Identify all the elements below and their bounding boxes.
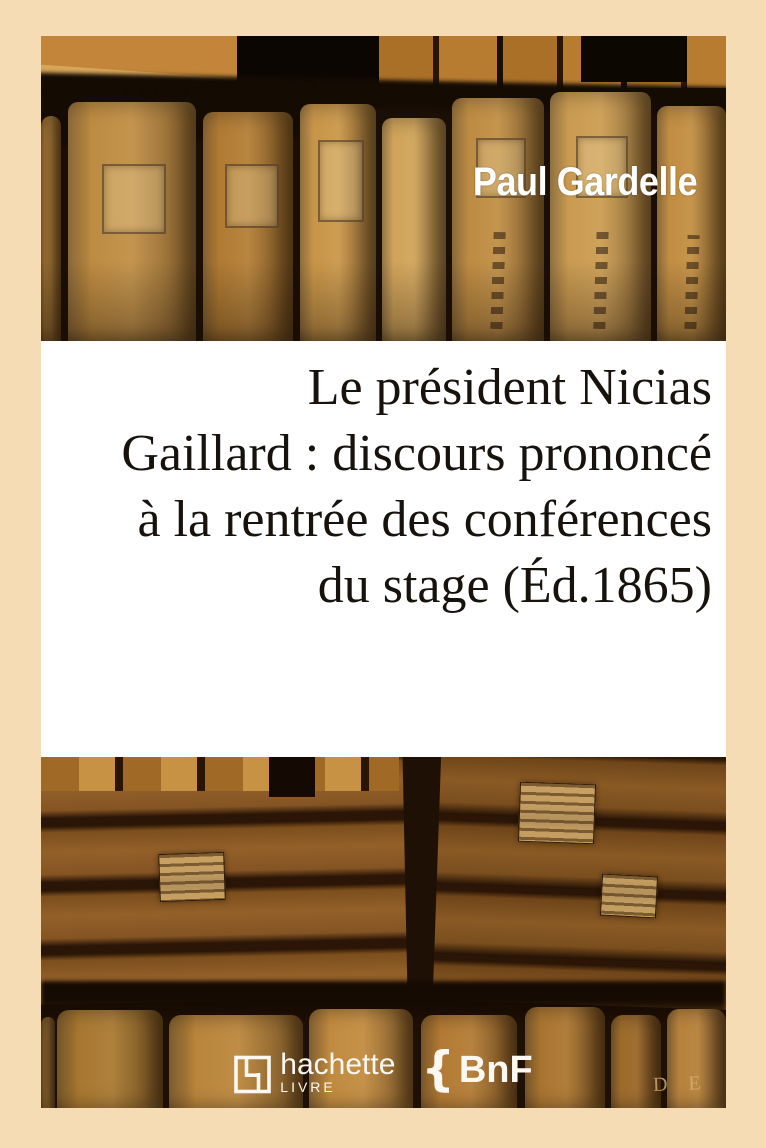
- book-spine: [550, 92, 651, 341]
- title-band: [41, 341, 726, 757]
- spine-script-marks: [593, 229, 608, 329]
- book-spine: [657, 106, 726, 341]
- book-label: [102, 164, 166, 234]
- bnf-logo: [421, 1042, 533, 1097]
- spine-script-marks: [490, 231, 505, 329]
- book-spine: [452, 98, 544, 341]
- hachette-livre-label: LIVRE: [280, 1079, 336, 1095]
- bnf-brace-glyph: {: [421, 1042, 455, 1097]
- author-name: Paul Gardelle: [472, 160, 697, 204]
- hachette-livre-logo: [234, 1048, 396, 1095]
- photo-top-shelf: [41, 36, 726, 341]
- bnf-wordmark: BnF: [458, 1049, 533, 1091]
- book-spine: [68, 102, 196, 341]
- publisher-logos: [41, 1042, 726, 1097]
- photo-bottom-stacks: [41, 757, 726, 1108]
- book-spine: [41, 116, 61, 341]
- title-line-4: du stage (Éd.1865): [317, 557, 712, 614]
- title-line-3: à la rentrée des conférences: [137, 491, 712, 548]
- book-title: [51, 355, 712, 619]
- book-label: [318, 140, 364, 222]
- title-line-2: Gaillard : discours prononcé: [121, 425, 712, 482]
- hachette-wordmark: hachette: [280, 1048, 396, 1081]
- spine-marking: D E: [652, 1072, 710, 1096]
- cover-photo: [41, 36, 726, 1108]
- book-spine: [203, 112, 293, 341]
- book-spine: [382, 118, 446, 341]
- hachette-square-h-icon: [234, 1055, 271, 1094]
- book-spine: [300, 104, 376, 341]
- hachette-wordmark-group: [280, 1048, 396, 1095]
- title-line-1: Le président Nicias: [307, 359, 712, 416]
- spine-script-marks: [684, 235, 699, 329]
- book-label: [225, 164, 279, 228]
